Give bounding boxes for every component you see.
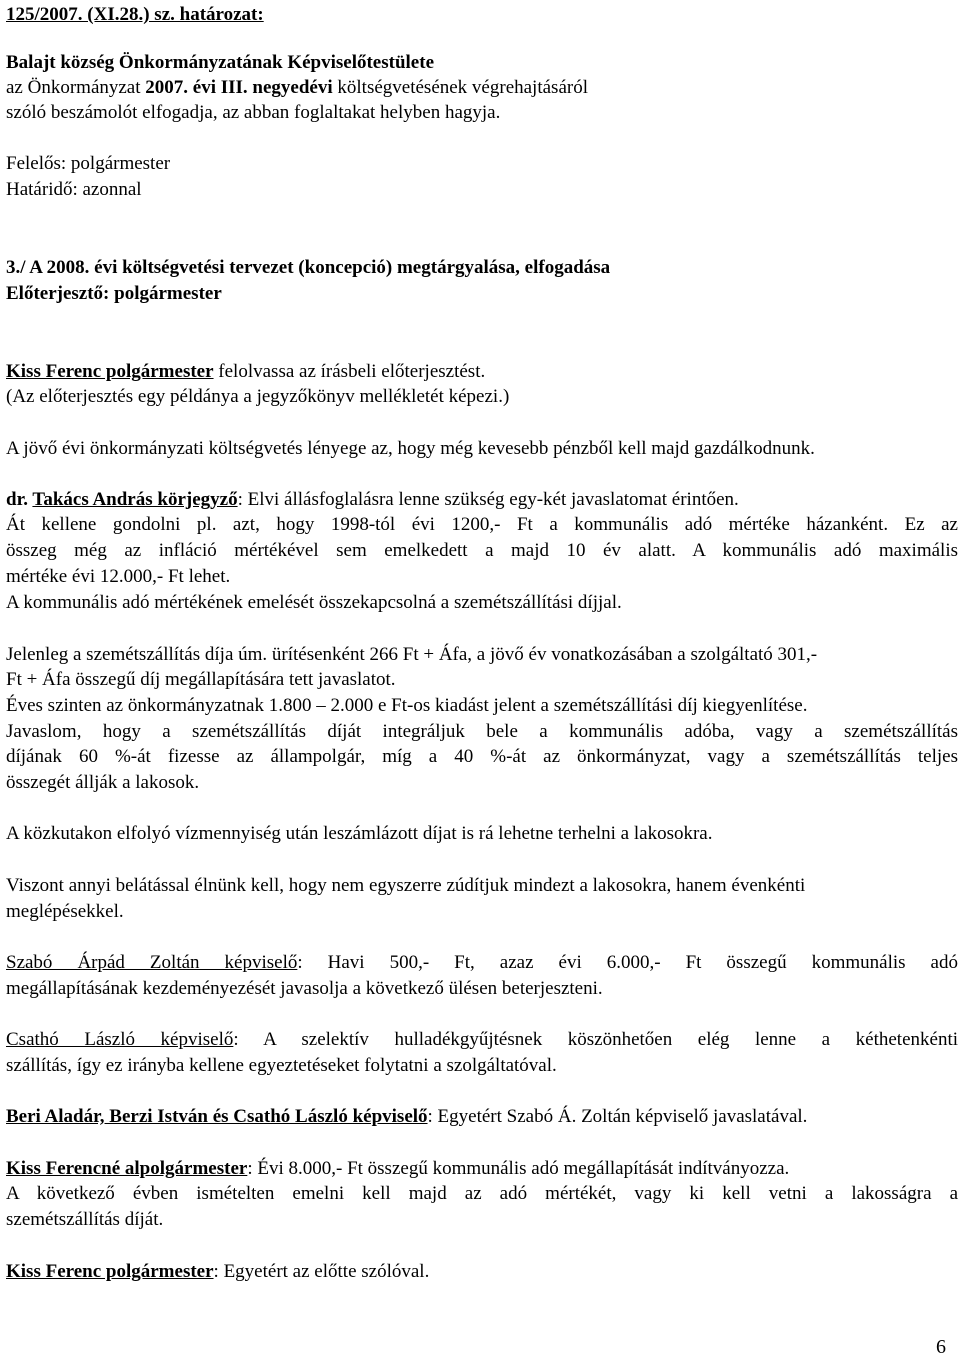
p10-line2: A következő évben ismételten emelni kell majd az adó mértékét, vagy ki kell vetni a lakosságra a — [6, 1183, 958, 1204]
p7-line1: Szabó Árpád Zoltán képviselő: Havi 500,- Ft, azaz évi 6.000,- Ft összegű kommunális adó — [6, 952, 958, 973]
p3-line3: összeg még az infláció mértékével sem emelkedett a majd 10 év alatt. A kommunális adó maximális — [6, 540, 958, 561]
resolution-body-line2: az Önkormányzat 2007. évi III. negyedévi költségvetésének végrehajtásáról — [6, 77, 588, 98]
p8-line1: Csathó László képviselő: A szelektív hulladékgyűjtésnek köszönhetően elég lenne a kéthetenkénti — [6, 1029, 959, 1050]
p8-line2: szállítás, így ez irányba kellene egyeztetéseket folytatni a szolgáltatóval. — [6, 1055, 557, 1076]
resolution-number: 125/2007. (XI.28.) sz. határozat: — [6, 4, 264, 25]
p4-line2: Ft + Áfa összegű díj megállapítására tett javaslatot. — [6, 669, 396, 690]
p3-line2: Át kellene gondolni pl. azt, hogy 1998-tól évi 1200,- Ft a kommunális adó mértéke házanként. Ez az — [6, 514, 958, 535]
p3-line1: dr. Takács András körjegyző: Elvi állásfoglalásra lenne szükség egy-két javaslatomat érintően. — [6, 489, 739, 510]
p11-line1: Kiss Ferenc polgármester: Egyetért az előtte szólóval. — [6, 1261, 430, 1282]
p6-line1: Viszont annyi belátással élnünk kell, hogy nem egyszerre zúdítjuk mindezt a lakosokra, hanem évenkénti — [6, 875, 806, 896]
p2: A jövő évi önkormányzati költségvetés lényege az, hogy még kevesebb pénzből kell majd gazdálkodnunk. — [6, 438, 815, 459]
p3-line4: mértéke évi 12.000,- Ft lehet. — [6, 566, 231, 587]
p10-line3: szemétszállítás díját. — [6, 1209, 164, 1230]
p4-line6: összegét állják a lakosok. — [6, 772, 200, 793]
p4-line3: Éves szinten az önkormányzatnak 1.800 – 2.000 e Ft-os kiadást jelent a szemétszállítási díj kiegyenlítése. — [6, 695, 808, 716]
p4-line4: Javaslom, hogy a szemétszállítás díját integráljuk bele a kommunális adóba, vagy a szemétszállítás — [6, 721, 958, 742]
resolution-body-line3: szóló beszámolót elfogadja, az abban foglaltakat helyben hagyja. — [6, 102, 501, 123]
p4-line5: díjának 60 %-át fizesse az állampolgár, míg a 40 %-át az önkormányzat, vagy a szemétszállítás teljes — [6, 746, 958, 767]
p1-line1: Kiss Ferenc polgármester felolvassa az írásbeli előterjesztést. — [6, 361, 486, 382]
resolution-felelos: Felelős: polgármester — [6, 153, 171, 174]
p9-line1: Beri Aladár, Berzi István és Csathó László képviselő: Egyetért Szabó Á. Zoltán képviselő javaslatával. — [6, 1106, 808, 1127]
resolution-body-line1: Balajt község Önkormányzatának Képviselőtestülete — [6, 52, 435, 73]
agenda-presenter: Előterjesztő: polgármester — [6, 283, 222, 304]
p5: A közkutakon elfolyó vízmennyiség után leszámlázott díjat is rá lehetne terhelni a lakosokra. — [6, 823, 713, 844]
resolution-hatarido: Határidő: azonnal — [6, 179, 142, 200]
p1-line2: (Az előterjesztés egy példánya a jegyzőkönyv mellékletét képezi.) — [6, 386, 510, 407]
p4-line1: Jelenleg a szemétszállítás díja úm. ürítésenként 266 Ft + Áfa, a jövő év vonatkozásában a szolgáltató 301,- — [6, 644, 818, 665]
page-number: 6 — [936, 1336, 946, 1358]
agenda-title: 3./ A 2008. évi költségvetési tervezet (koncepció) megtárgyalása, elfogadása — [6, 257, 611, 278]
p3-line5: A kommunális adó mértékének emelését összekapcsolná a szemétszállítási díjjal. — [6, 592, 622, 613]
p7-line2: megállapításának kezdeményezését javasolja a következő ülésen beterjeszteni. — [6, 978, 603, 999]
p6-line2: meglépésekkel. — [6, 901, 124, 922]
p10-line1: Kiss Ferencné alpolgármester: Évi 8.000,- Ft összegű kommunális adó megállapítását indítványozza. — [6, 1158, 790, 1179]
